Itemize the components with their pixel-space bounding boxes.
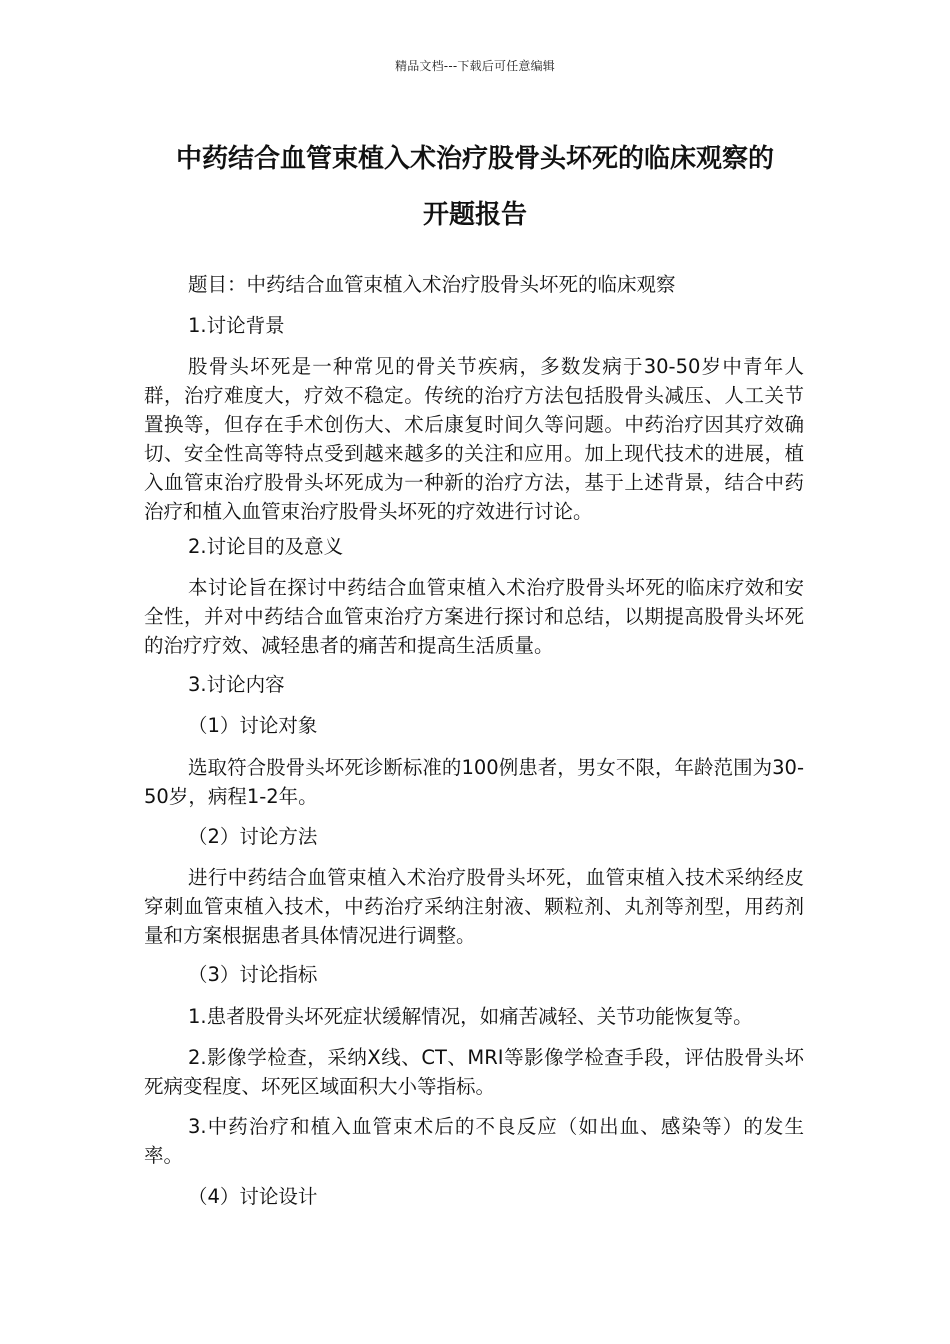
methods-paragraph: 进行中药结合血管束植入术治疗股骨头坏死，血管束植入技术采纳经皮穿刺血管束植入技术，中药治疗采纳注射液、颗粒剂、丸剂等剂型，用药剂量和方案根据患者具体情况进行调整。 bbox=[144, 866, 804, 947]
indicator-item-2: 2.影像学检查，采纳X线、CT、MRI等影像学检查手段，评估股骨头坏死病变程度、坏死区域面积大小等指标。 bbox=[144, 1046, 804, 1098]
subsection-heading-design: （4）讨论设计 bbox=[188, 1185, 318, 1208]
background-paragraph: 股骨头坏死是一种常见的骨关节疾病，多数发病于30-50岁中青年人群，治疗难度大，疗效不稳定。传统的治疗方法包括股骨头减压、人工关节置换等，但存在手术创伤大、术后康复时间久等问题。中药治疗因其疗效确切、安全性高等特点受到越来越多的关注和应用。加上现代技术的进展，植入血管束治疗股骨头坏死成为一种新的治疗方法，基于上述背景，结合中药治疗和植入血管束治疗股骨头坏死的疗效进行讨论。 bbox=[144, 355, 804, 523]
purpose-paragraph: 本讨论旨在探讨中药结合血管束植入术治疗股骨头坏死的临床疗效和安全性，并对中药结合血管束治疗方案进行探讨和总结，以期提高股骨头坏死的治疗疗效、减轻患者的痛苦和提高生活质量。 bbox=[144, 576, 804, 657]
section-heading-content: 3.讨论内容 bbox=[188, 673, 285, 696]
indicator-item-1: 1.患者股骨头坏死症状缓解情况，如痛苦减轻、关节功能恢复等。 bbox=[188, 1005, 753, 1028]
subjects-paragraph: 选取符合股骨头坏死诊断标准的100例患者，男女不限，年龄范围为30-50岁，病程1-2年。 bbox=[144, 756, 804, 808]
document-title-line2: 开题报告 bbox=[422, 200, 527, 230]
topic-line: 题目：中药结合血管束植入术治疗股骨头坏死的临床观察 bbox=[188, 273, 676, 296]
indicator-item-3: 3.中药治疗和植入血管束术后的不良反应（如出血、感染等）的发生率。 bbox=[144, 1115, 804, 1167]
document-title-line1: 中药结合血管束植入术治疗股骨头坏死的临床观察的 bbox=[175, 144, 774, 174]
subsection-heading-methods: （2）讨论方法 bbox=[188, 825, 318, 848]
subsection-heading-subjects: （1）讨论对象 bbox=[188, 714, 318, 737]
section-heading-purpose: 2.讨论目的及意义 bbox=[188, 535, 344, 558]
header-note: 精品文档---下载后可任意编辑 bbox=[395, 59, 555, 73]
subsection-heading-indicators: （3）讨论指标 bbox=[188, 963, 318, 986]
section-heading-background: 1.讨论背景 bbox=[188, 314, 285, 337]
